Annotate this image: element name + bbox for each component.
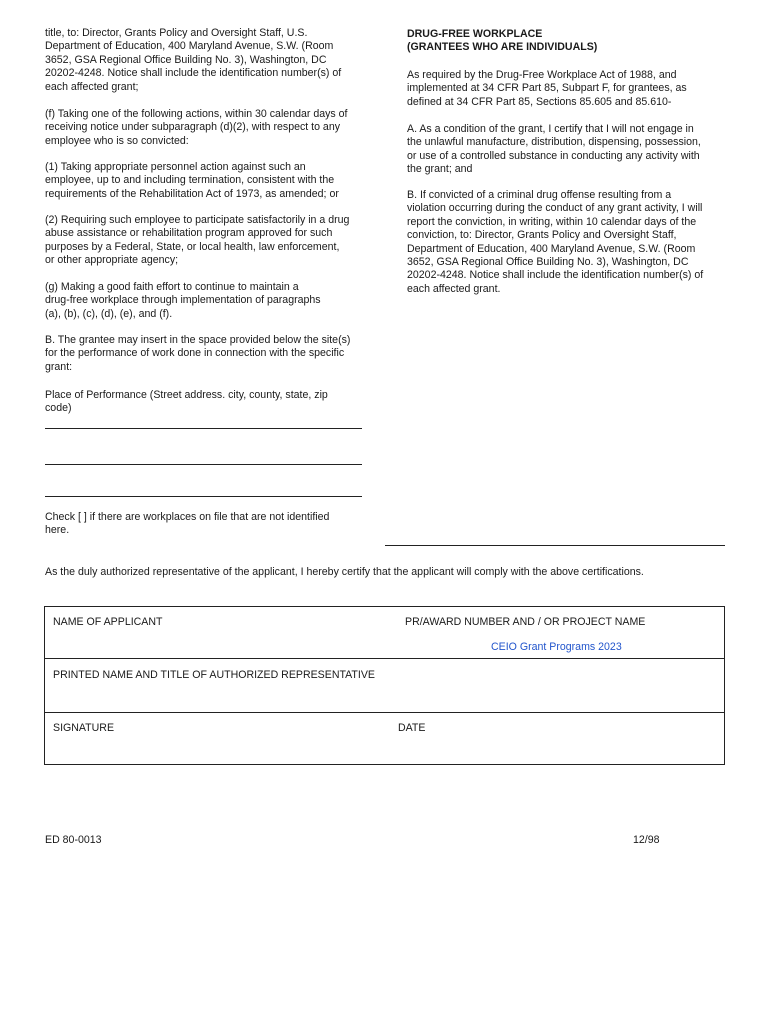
drug-free-workplace-heading: DRUG-FREE WORKPLACE (GRANTEES WHO ARE INDIVIDUALS) — [407, 28, 598, 54]
item-g-text: (g) Making a good faith effort to continue to maintain a drug-free workplace through implementation of paragraphs (a), (b), (c), (d), (e), and (f). — [45, 281, 321, 320]
award-number-label: PR/AWARD NUMBER AND / OR PROJECT NAME — [405, 616, 646, 628]
place-of-performance-line-2[interactable] — [45, 464, 362, 465]
project-name-value[interactable]: CEIO Grant Programs 2023 — [491, 641, 622, 653]
certification-statement: As the duly authorized representative of the applicant, I hereby certify that the applicant will comply with the above certifications. — [45, 566, 644, 578]
item-1-text: (1) Taking appropriate personnel action against such an employee, up to and including termination, consistent with the requirements of the Rehabilitation Act of 1973, as amended; or — [45, 161, 339, 200]
item-f-text: (f) Taking one of the following actions, within 30 calendar days of receiving notice under subparagraph (d)(2), with respect to any employee who is so convicted: — [45, 108, 348, 147]
workplaces-check-text[interactable]: Check [ ] if there are workplaces on file that are not identified here. — [45, 511, 330, 537]
notice-continuation-text: title, to: Director, Grants Policy and Oversight Staff, U.S. Department of Education, 400 Maryland Avenue, S.W. (Room 3652, GSA Regional Office Building No. 3), Washington, DC 20202-4248. Notice shall include the identification number(s) of each affected grant; — [45, 27, 342, 93]
right-item-a-text: A. As a condition of the grant, I certify that I will not engage in the unlawful manufacture, distribution, dispensing, possession, or use of a controlled substance in conducting any activity with the grant; and — [407, 123, 701, 176]
date-label: DATE — [398, 722, 426, 734]
place-of-performance-label: Place of Performance (Street address. city, county, state, zip code) — [45, 389, 328, 415]
item-2-text: (2) Requiring such employee to participate satisfactorily in a drug abuse assistance or rehabilitation program approved for such purposes by a Federal, State, or local health, law enforcement, or other appropriate agency; — [45, 214, 350, 267]
form-row-divider-1 — [45, 658, 724, 659]
applicant-form-box — [44, 606, 725, 765]
name-of-applicant-label: NAME OF APPLICANT — [53, 616, 163, 628]
printed-name-label: PRINTED NAME AND TITLE OF AUTHORIZED REPRESENTATIVE — [53, 669, 375, 681]
form-number: ED 80-0013 — [45, 834, 102, 846]
form-revision-date: 12/98 — [633, 834, 660, 846]
form-row-divider-2 — [45, 712, 724, 713]
signature-label: SIGNATURE — [53, 722, 115, 734]
place-of-performance-line-3[interactable] — [45, 496, 362, 497]
right-item-b-text: B. If convicted of a criminal drug offense resulting from a violation occurring during the conduct of any grant activity, I will report the conviction, in writing, within 10 calendar days of the conviction, to: Director, Grants Policy and Oversight Staff, Department of Education, 400 Maryland Avenue, S.W. (Room 3652, GSA Regional Office Building No. 3), Washington, DC 20202-4248. Notice shall include the identification number(s) of each affected grant. — [407, 189, 704, 295]
right-intro-text: As required by the Drug-Free Workplace Act of 1988, and implemented at 34 CFR Part 85, Subpart F, for grantees, as defined at 34 CFR Part 85, Sections 85.605 and 85.610- — [407, 69, 687, 108]
section-divider — [385, 545, 725, 546]
item-b-text: B. The grantee may insert in the space provided below the site(s) for the performance of work done in connection with the specific grant: — [45, 334, 351, 373]
place-of-performance-line-1[interactable] — [45, 428, 362, 429]
